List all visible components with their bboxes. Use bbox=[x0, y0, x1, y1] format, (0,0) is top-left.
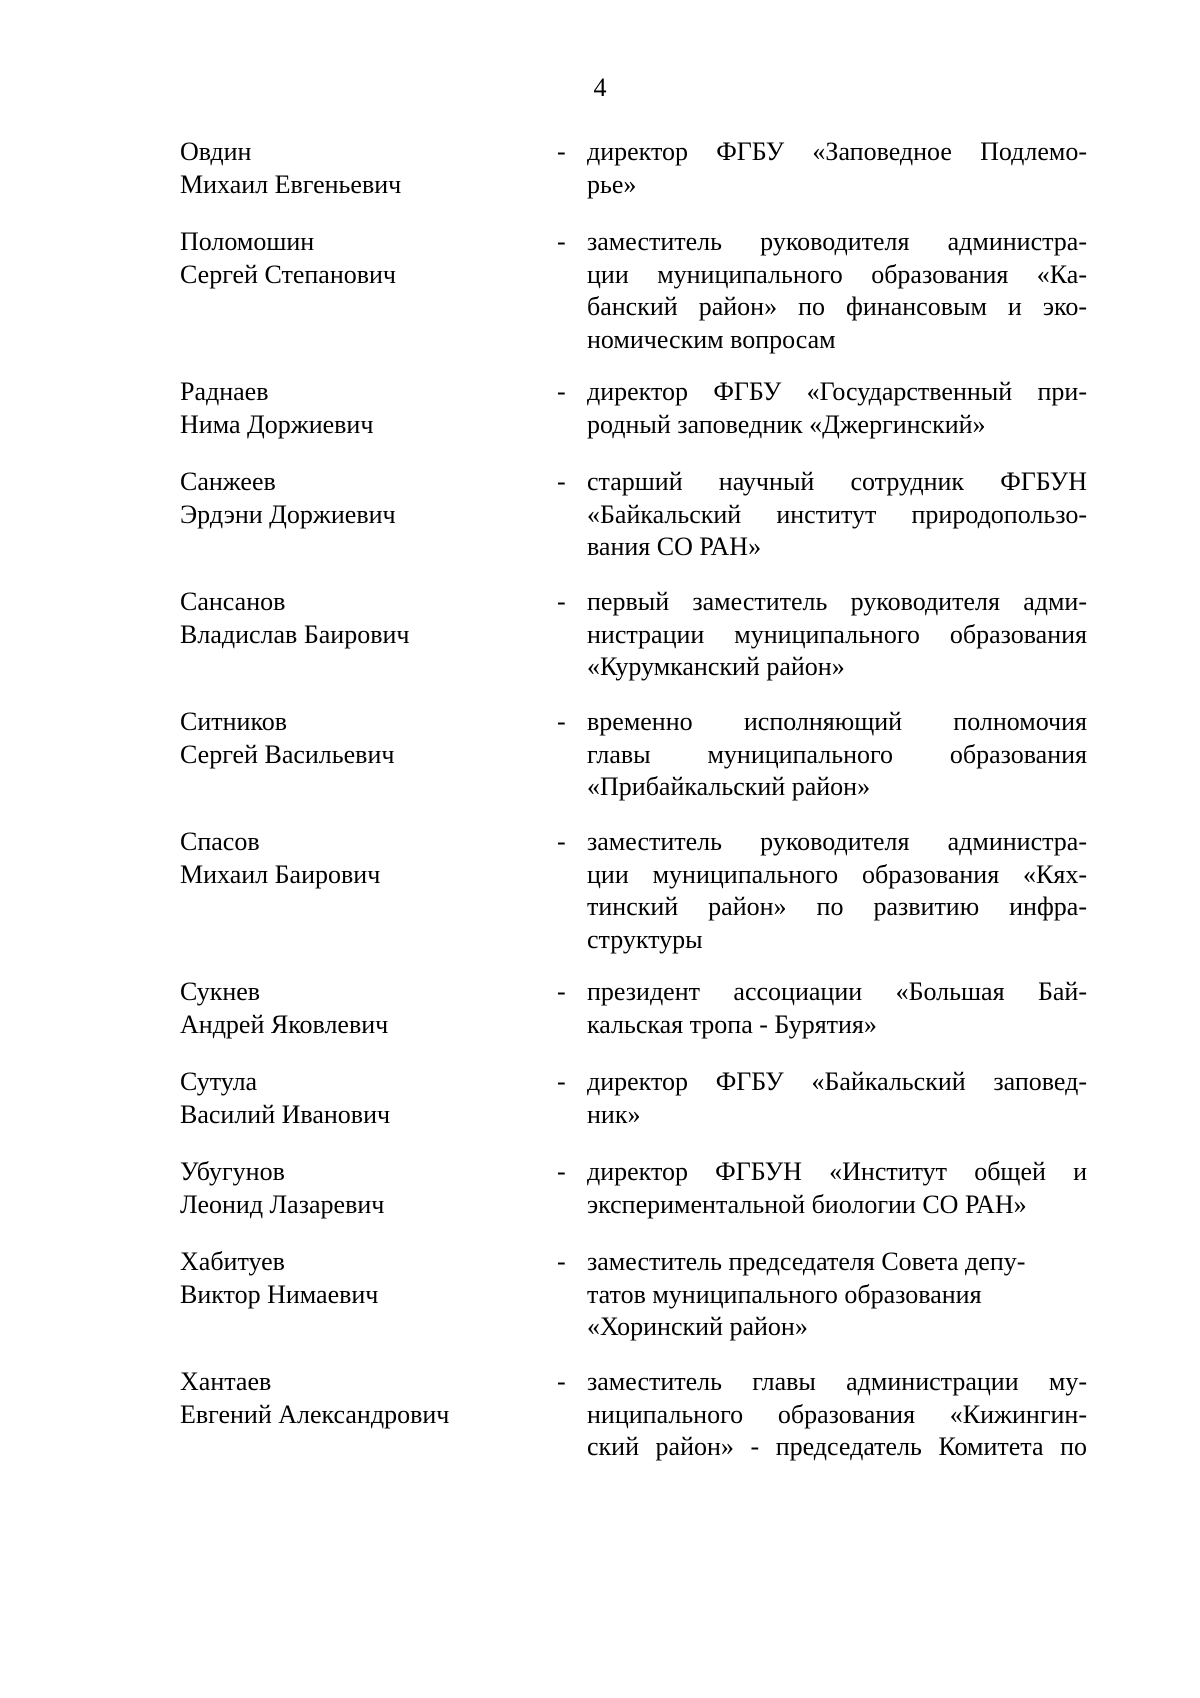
member-given-names: Михаил Евгеньевич bbox=[180, 169, 402, 199]
position-line: заместитель руководителя администра- bbox=[587, 227, 1087, 256]
position-line: ский район» - председатель Комитета по bbox=[587, 1432, 1087, 1461]
position-line: главы муниципального образования bbox=[587, 739, 1087, 769]
member-given-names: Сергей Васильевич bbox=[180, 739, 395, 769]
member-given-names: Эрдэни Доржиевич bbox=[180, 499, 396, 529]
member-surname: Раднаев bbox=[180, 377, 269, 406]
member-name bbox=[180, 1246, 540, 1311]
member-position bbox=[587, 976, 1087, 1041]
member-surname: Сутула bbox=[180, 1067, 258, 1096]
position-line: тинский район» по развитию инфра- bbox=[587, 892, 1087, 921]
member-name bbox=[180, 466, 540, 531]
position-line: ции муниципального образования «Ка- bbox=[587, 259, 1087, 289]
member-position bbox=[587, 1366, 1087, 1464]
position-line: структуры bbox=[587, 924, 703, 954]
member-name bbox=[180, 1156, 540, 1221]
member-name bbox=[180, 706, 540, 771]
position-line: заместитель председателя Совета депу- bbox=[587, 1247, 1026, 1276]
member-surname: Сукнев bbox=[180, 977, 261, 1006]
member-given-names: Виктор Нимаевич bbox=[180, 1279, 379, 1309]
member-given-names: Нима Доржиевич bbox=[180, 409, 374, 439]
member-position bbox=[587, 136, 1087, 201]
position-line: старший научный сотрудник ФГБУН bbox=[587, 467, 1087, 496]
member-given-names: Владислав Баирович bbox=[180, 619, 410, 649]
position-line: директор ФГБУН «Институт общей и bbox=[587, 1157, 1087, 1186]
position-line: банский район» по финансовым и эко- bbox=[587, 292, 1087, 321]
dash-separator: - bbox=[557, 227, 566, 256]
member-position bbox=[587, 1246, 1087, 1344]
position-line: вания СО РАН» bbox=[587, 532, 762, 561]
member-name bbox=[180, 376, 540, 441]
member-position bbox=[587, 826, 1087, 956]
member-surname: Спасов bbox=[180, 827, 260, 856]
position-line: «Байкальский институт природопользо- bbox=[587, 499, 1087, 529]
member-surname: Поломошин bbox=[180, 227, 315, 256]
member-position bbox=[587, 466, 1087, 564]
position-line: родный заповедник «Джергинский» bbox=[587, 409, 986, 439]
member-position bbox=[587, 226, 1087, 356]
position-line: временно исполняющий полномочия bbox=[587, 707, 1087, 736]
member-given-names: Андрей Яковлевич bbox=[180, 1009, 389, 1039]
member-surname: Ситников bbox=[180, 707, 288, 736]
member-name bbox=[180, 826, 540, 891]
position-line: рье» bbox=[587, 169, 637, 199]
member-name bbox=[180, 976, 540, 1041]
position-line: заместитель руководителя администра- bbox=[587, 827, 1087, 856]
position-line: ник» bbox=[587, 1099, 641, 1129]
position-line: нистрации муниципального образования bbox=[587, 619, 1087, 649]
dash-separator: - bbox=[557, 827, 566, 856]
member-given-names: Василий Иванович bbox=[180, 1099, 391, 1129]
member-position bbox=[587, 376, 1087, 441]
dash-separator: - bbox=[557, 467, 566, 496]
dash-separator: - bbox=[557, 977, 566, 1006]
member-surname: Сансанов bbox=[180, 587, 286, 616]
member-surname: Убугунов bbox=[180, 1157, 285, 1186]
member-surname: Санжеев bbox=[180, 467, 276, 496]
dash-separator: - bbox=[557, 137, 566, 166]
member-given-names: Евгений Александрович bbox=[180, 1399, 450, 1429]
member-given-names: Михаил Баирович bbox=[180, 859, 381, 889]
position-line: президент ассоциации «Большая Бай- bbox=[587, 977, 1087, 1006]
dash-separator: - bbox=[557, 1067, 566, 1096]
position-line: «Хоринский район» bbox=[587, 1312, 808, 1341]
member-name bbox=[180, 586, 540, 651]
position-line: кальская тропа - Бурятия» bbox=[587, 1009, 877, 1039]
page-number: 4 bbox=[593, 73, 607, 102]
dash-separator: - bbox=[557, 1157, 566, 1186]
dash-separator: - bbox=[557, 1247, 566, 1276]
member-position bbox=[587, 586, 1087, 684]
position-line: татов муниципального образования bbox=[587, 1279, 982, 1309]
dash-separator: - bbox=[557, 1367, 566, 1396]
member-surname: Овдин bbox=[180, 137, 252, 166]
member-name bbox=[180, 1366, 540, 1431]
dash-separator: - bbox=[557, 587, 566, 616]
position-line: директор ФГБУ «Байкальский заповед- bbox=[587, 1067, 1087, 1096]
member-surname: Хантаев bbox=[180, 1367, 272, 1396]
dash-separator: - bbox=[557, 377, 566, 406]
position-line: директор ФГБУ «Заповедное Подлемо- bbox=[587, 137, 1087, 166]
position-line: «Прибайкальский район» bbox=[587, 772, 871, 801]
position-line: экспериментальной биологии СО РАН» bbox=[587, 1189, 1027, 1219]
member-name bbox=[180, 226, 540, 291]
position-line: номическим вопросам bbox=[587, 324, 836, 354]
member-position bbox=[587, 1156, 1087, 1221]
dash-separator: - bbox=[557, 707, 566, 736]
member-given-names: Сергей Степанович bbox=[180, 259, 397, 289]
member-given-names: Леонид Лазаревич bbox=[180, 1189, 385, 1219]
member-surname: Хабитуев bbox=[180, 1247, 285, 1276]
member-position bbox=[587, 1066, 1087, 1131]
member-name bbox=[180, 1066, 540, 1131]
position-line: директор ФГБУ «Государственный при- bbox=[587, 377, 1087, 406]
position-line: заместитель главы администрации му- bbox=[587, 1367, 1087, 1396]
position-line: первый заместитель руководителя адми- bbox=[587, 587, 1087, 616]
member-name bbox=[180, 136, 540, 201]
position-line: ции муниципального образования «Кях- bbox=[587, 859, 1087, 889]
position-line: ниципального образования «Кижингин- bbox=[587, 1399, 1087, 1429]
position-line: «Курумканский район» bbox=[587, 652, 845, 681]
member-position bbox=[587, 706, 1087, 804]
